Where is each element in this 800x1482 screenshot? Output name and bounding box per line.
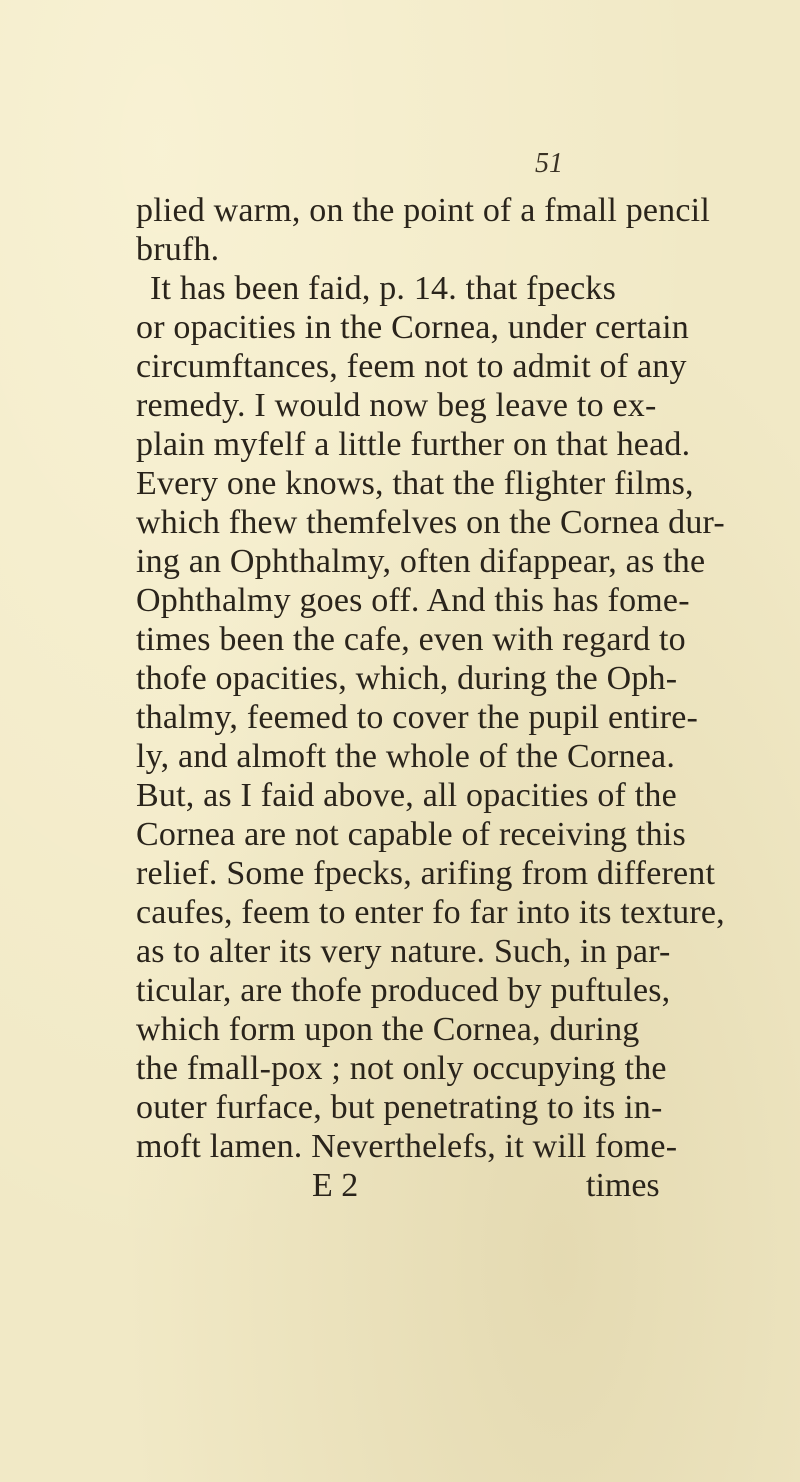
text-line: Cornea are not capable of receiving this <box>136 816 686 853</box>
text-line: thofe opacities, which, during the Oph- <box>136 660 678 697</box>
text-line: But, as I faid above, all opacities of the <box>136 777 677 814</box>
text-line: plain myfelf a little further on that head. <box>136 426 691 463</box>
catchword: times <box>586 1167 660 1204</box>
text-line: remedy. I would now beg leave to ex- <box>136 387 657 424</box>
text-line: or opacities in the Cornea, under certain <box>136 309 689 346</box>
text-line: ticular, are thofe produced by puftules, <box>136 972 671 1009</box>
text-line: which fhew themfelves on the Cornea dur- <box>136 504 725 541</box>
text-line: as to alter its very nature. Such, in par- <box>136 933 671 970</box>
text-line: which form upon the Cornea, during <box>136 1011 640 1048</box>
text-line: times been the cafe, even with regard to <box>136 621 686 658</box>
text-line: brufh. <box>136 231 220 268</box>
text-line: outer furface, but penetrating to its in- <box>136 1089 663 1126</box>
text-line: Ophthalmy goes off. And this has fome- <box>136 582 690 619</box>
text-line: ly, and almoft the whole of the Cornea. <box>136 738 676 775</box>
page-number: 51 <box>535 148 563 179</box>
text-line: circumftances, feem not to admit of any <box>136 348 687 385</box>
text-line: caufes, feem to enter fo far into its texture, <box>136 894 725 931</box>
text-line: relief. Some fpecks, arifing from different <box>136 855 716 892</box>
text-line: plied warm, on the point of a fmall pencil <box>136 192 710 229</box>
text-line: thalmy, feemed to cover the pupil entire- <box>136 699 699 736</box>
signature-mark: E 2 <box>312 1167 359 1204</box>
text-line: moft lamen. Neverthelefs, it will fome- <box>136 1128 678 1165</box>
text-line: the fmall-pox ; not only occupying the <box>136 1050 667 1087</box>
text-line: ing an Ophthalmy, often difappear, as the <box>136 543 706 580</box>
text-line: It has been faid, p. 14. that fpecks <box>150 270 617 307</box>
text-line: Every one knows, that the flighter films, <box>136 465 694 502</box>
